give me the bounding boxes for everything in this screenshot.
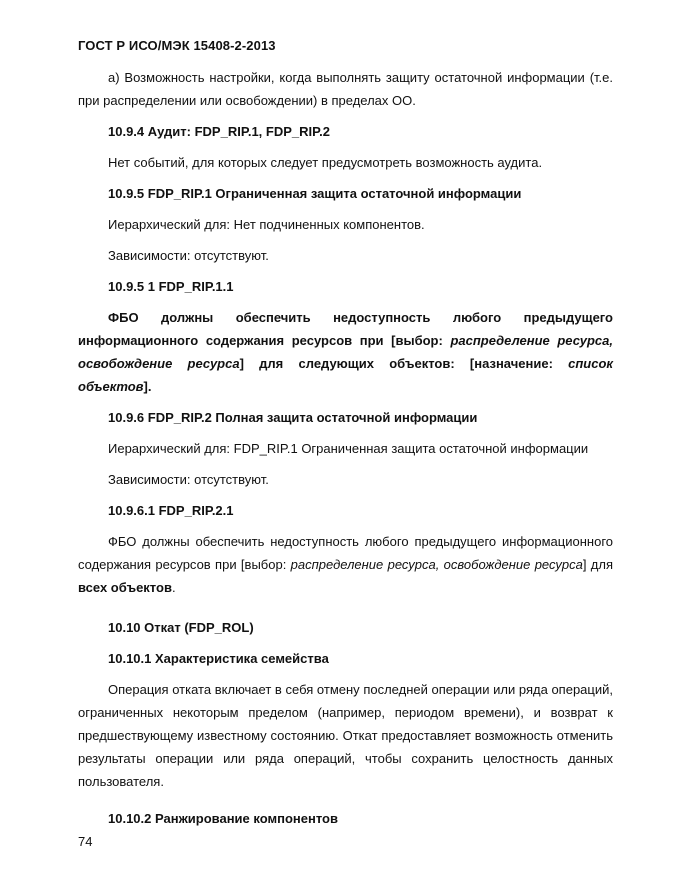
section-heading-10-10: 10.10 Откат (FDP_ROL) (108, 620, 254, 635)
paragraph: Зависимости: отсутствуют. (108, 248, 269, 263)
paragraph: а) Возможность настройки, когда выполнять защиту остаточной информации (т.е. при распределении или освобождении) в пределах ОО. (78, 70, 613, 108)
element-heading-fdp-rip-2-1: 10.9.6.1 FDP_RIP.2.1 (108, 503, 234, 518)
section-heading-10-9-5: 10.9.5 FDP_RIP.1 Ограниченная защита остаточной информации (108, 186, 522, 201)
selection-text: распределение ресурса, освобождение ресурса (78, 333, 613, 371)
paragraph: Нет событий, для которых следует предусмотреть возможность аудита. (108, 155, 543, 170)
section-heading-10-10-2: 10.10.2 Ранжирование компонентов (108, 811, 338, 826)
section-heading-10-9-4: 10.9.4 Аудит: FDP_RIP.1, FDP_RIP.2 (108, 124, 330, 139)
emphasis-text: всех объектов (78, 580, 172, 595)
element-heading-fdp-rip-1-1: 10.9.5 1 FDP_RIP.1.1 (108, 279, 234, 294)
page-header: ГОСТ Р ИСО/МЭК 15408-2-2013 (78, 38, 276, 53)
paragraph: Операция отката включает в себя отмену последней операции или ряда операций, ограниченных некоторым пределом (например, периодом времени), и возврат к предшествующему известному состоянию. Откат предоставляет возможность отменить результаты операции или ряда операций, чтобы сохранить целостность данных пользователя. (78, 682, 613, 789)
paragraph: Зависимости: отсутствуют. (108, 472, 269, 487)
text-run: ФБО должны обеспечить недоступность любого предыдущего информационного содержания ресурсов при [выбор: (78, 534, 613, 572)
text-run: ] для (582, 557, 613, 572)
section-heading-10-10-1: 10.10.1 Характеристика семейства (108, 651, 329, 666)
document-body (78, 66, 613, 830)
section-heading-10-9-6: 10.9.6 FDP_RIP.2 Полная защита остаточной информации (108, 410, 478, 425)
element-fdp-rip-1-1 (78, 306, 613, 398)
text-run: ]. (143, 379, 152, 394)
text-run: . (171, 580, 176, 595)
assignment-text: список объектов (78, 356, 614, 394)
paragraph: Иерархический для: Нет подчиненных компонентов. (108, 217, 425, 232)
text-run: ФБО должны обеспечить недоступность любого предыдущего информационного содержания ресурсов при [выбор: (78, 310, 613, 348)
element-fdp-rip-2-1 (78, 530, 613, 599)
paragraph: Иерархический для: FDP_RIP.1 Ограниченная защита остаточной информации (108, 441, 589, 456)
text-run: ] для следующих объектов: [назначение: (239, 356, 569, 371)
selection-text: распределение ресурса, освобождение ресурса (290, 557, 583, 572)
page-number: 74 (78, 834, 93, 849)
